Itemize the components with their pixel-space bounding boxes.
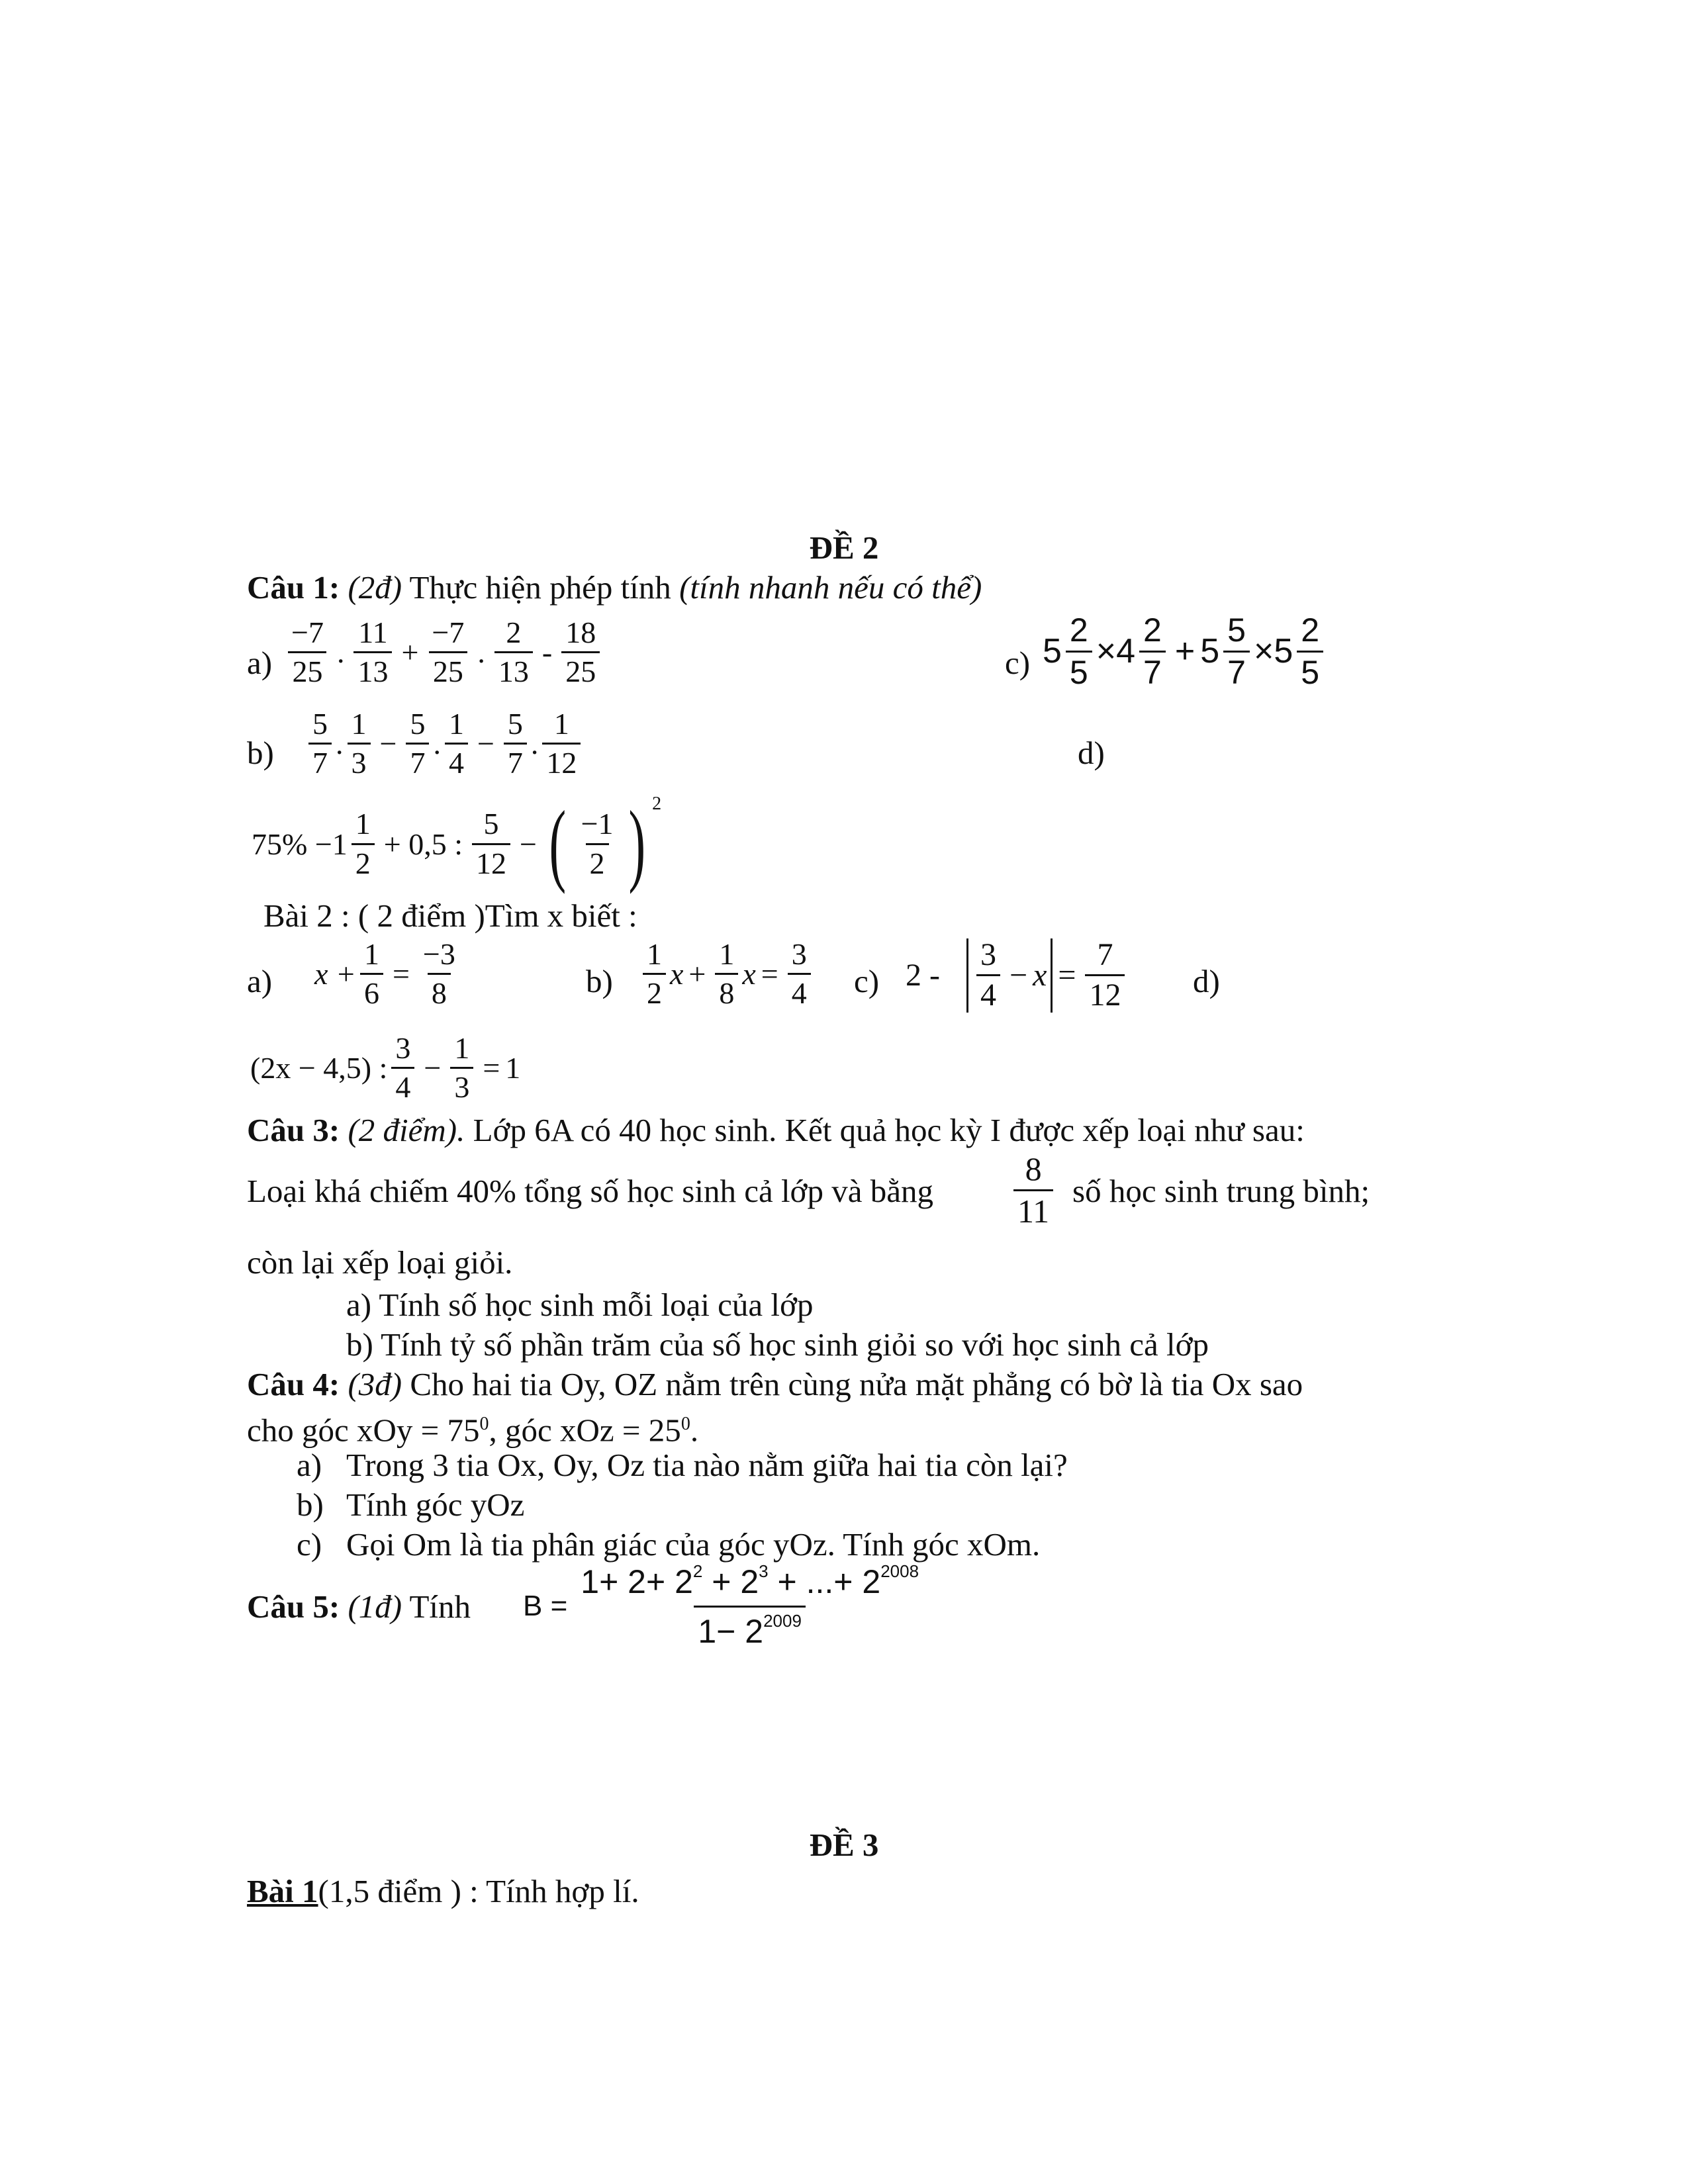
cau4-label: Câu 4:	[247, 1366, 340, 1402]
de3-bai1	[247, 1873, 639, 1910]
de3-title: ĐỀ 3	[809, 1827, 879, 1863]
cau5-label: Câu 5:	[247, 1588, 340, 1625]
bai2-a-expression: x + $\frac{1}{6}$ = $\frac{-3}{8}$	[314, 938, 463, 1010]
cau4-line2: cho góc xOy = $75^0$, góc xOz = $25^0$.	[247, 1412, 699, 1449]
cau1-b-expression: 5 7 . 1 3 − $\frac{5}{7}$ . 1 4 − $\frac{5}{7}$ . 1 12	[305, 708, 585, 780]
fraction: $\frac{1}{3}$	[450, 1032, 473, 1104]
fraction: $\frac{-3}{8}$	[422, 937, 455, 1011]
fraction: 2 7	[1139, 613, 1166, 690]
cau5-text: Tính	[402, 1588, 471, 1625]
cau1-c-expression: 5 $\frac{2}{5}$ × 4 2 7 + 5 $\frac{5}{7}$ × 5 2 5	[1043, 613, 1327, 690]
fraction: $\frac{5}{7}$	[504, 708, 527, 780]
cau1-a-expression: −7 25 . 11 13 + $\frac{-7}{25}$ . 2 13 - 18 25	[283, 617, 604, 688]
cau3-label: Câu 3:	[247, 1112, 340, 1148]
fraction: $\frac{2}{5}$	[1066, 613, 1092, 690]
bai2-b-label: b)	[586, 963, 613, 999]
cau3-fraction	[1009, 1152, 1057, 1228]
fraction: −7 25	[287, 617, 328, 688]
bai2-heading: Bài 2 : ( 2 điểm )Tìm x biết :	[263, 897, 637, 934]
fraction: 1 4	[445, 708, 468, 780]
fraction: 1 3	[348, 708, 371, 780]
cau4-heading	[247, 1366, 1303, 1403]
cau1-text: Thực hiện phép tính	[402, 569, 680, 606]
cau1-points: (2đ)	[348, 569, 402, 606]
bai2-c-label: c)	[854, 963, 880, 999]
bai2-b-expression: 1 2 x + $\frac{1}{8}$ x = $\frac{3}{4}$	[639, 938, 815, 1010]
fraction: $\frac{1+ 2+ 2^2 + 2^3 + ...+ 2^{2008}}{1- 2^{2009}}$	[581, 1561, 919, 1650]
cau3-points: (2 điểm).	[348, 1112, 465, 1148]
cau3-text: Lớp 6A có 40 học sinh. Kết quả học kỳ I được xếp loại như sau:	[465, 1112, 1305, 1148]
cau1-note: (tính nhanh nếu có thể)	[679, 569, 982, 606]
fraction: 2 5	[1297, 613, 1323, 690]
fraction: 1 2	[643, 938, 666, 1010]
fraction: $\frac{5}{7}$	[1223, 613, 1250, 690]
fraction: $\frac{1}{8}$	[715, 938, 738, 1010]
cau3-item-b: b) Tính tỷ số phần trăm của số học sinh giỏi so với học sinh cả lớp	[346, 1326, 1209, 1363]
cau1-d-expression: 75% −1 1 2 + 0,5 : 5 12 − ( −1 2 ) $^2$	[252, 792, 662, 895]
cau1-label: Câu 1:	[247, 569, 340, 606]
fraction: 2 13	[494, 617, 533, 688]
cau1-c-label: c)	[1005, 645, 1031, 681]
fraction: 11 13	[353, 617, 392, 688]
fraction: $\frac{-7}{25}$	[428, 617, 468, 688]
cau3-item-a: a) Tính số học sinh mỗi loại của lớp	[346, 1287, 814, 1323]
fraction: $\frac{7}{12}$	[1085, 938, 1125, 1013]
fraction: $\frac{3}{4}$	[788, 938, 811, 1010]
de3-bai1-label: Bài 1	[247, 1873, 318, 1909]
cau4-text: Cho hai tia Oy, OZ nằm trên cùng nửa mặt phẳng có bờ là tia Ox sao	[402, 1366, 1303, 1402]
fraction: 8 11	[1013, 1152, 1053, 1228]
cau5-points: (1đ)	[348, 1588, 402, 1625]
cau4-item-b-mark: b)	[297, 1486, 324, 1523]
fraction: 1 2	[352, 808, 375, 880]
cau1-a-label: a)	[247, 645, 273, 681]
fraction: 18 25	[561, 617, 600, 688]
cau3-line3: còn lại xếp loại giỏi.	[247, 1244, 513, 1281]
cau3-line2: Loại khá chiếm 40% tổng số học sinh cả lớp và bằng	[247, 1173, 933, 1209]
de2-title: ĐỀ 2	[809, 529, 879, 566]
fraction: $\frac{5}{7}$	[406, 708, 429, 780]
bai2-c-expression: 2 - 3 4 − x = $\frac{7}{12}$	[906, 938, 1129, 1013]
fraction: 5 7	[308, 708, 332, 780]
fraction: 3 4	[391, 1032, 414, 1104]
fraction: 5 12	[472, 808, 510, 880]
fraction: 1 12	[542, 708, 581, 780]
bai2-d-expression: (2x − 4,5) : 3 4 − $\frac{1}{3}$ = 1	[250, 1031, 521, 1105]
fraction: 3 4	[976, 938, 1000, 1013]
cau4-item-b-text: Tính góc yOz	[346, 1486, 525, 1523]
absolute-value: 3 4 − x	[966, 938, 1053, 1013]
cau3-line2-end: số học sinh trung bình;	[1072, 1173, 1370, 1209]
fraction: −1 2	[581, 807, 614, 880]
cau5-heading	[247, 1588, 471, 1625]
cau4-item-a-text: Trong 3 tia Ox, Oy, Oz tia nào nằm giữa hai tia còn lại?	[346, 1447, 1068, 1483]
cau4-item-c-text: Gọi Om là tia phân giác của góc yOz. Tính góc xOm.	[346, 1526, 1041, 1563]
cau1-b-label: b)	[247, 735, 274, 771]
cau1-d-label: d)	[1078, 735, 1105, 771]
cau4-item-c-mark: c)	[297, 1526, 322, 1563]
fraction: $\frac{1}{6}$	[360, 938, 383, 1010]
cau1-heading	[247, 569, 982, 606]
cau4-item-a-mark: a)	[297, 1447, 322, 1483]
cau3-heading	[247, 1112, 1305, 1149]
de3-bai1-text: (1,5 điểm ) : Tính hợp lí.	[318, 1873, 639, 1909]
bai2-d-label: d)	[1193, 963, 1220, 999]
cau4-points: (3đ)	[348, 1366, 402, 1402]
cau5-expression: B = $\frac{1+ 2+ 2^2 + 2^3 + ...+ 2^{2008}}{1- 2^{2009}}$	[523, 1562, 927, 1651]
bai2-a-label: a)	[247, 963, 273, 999]
